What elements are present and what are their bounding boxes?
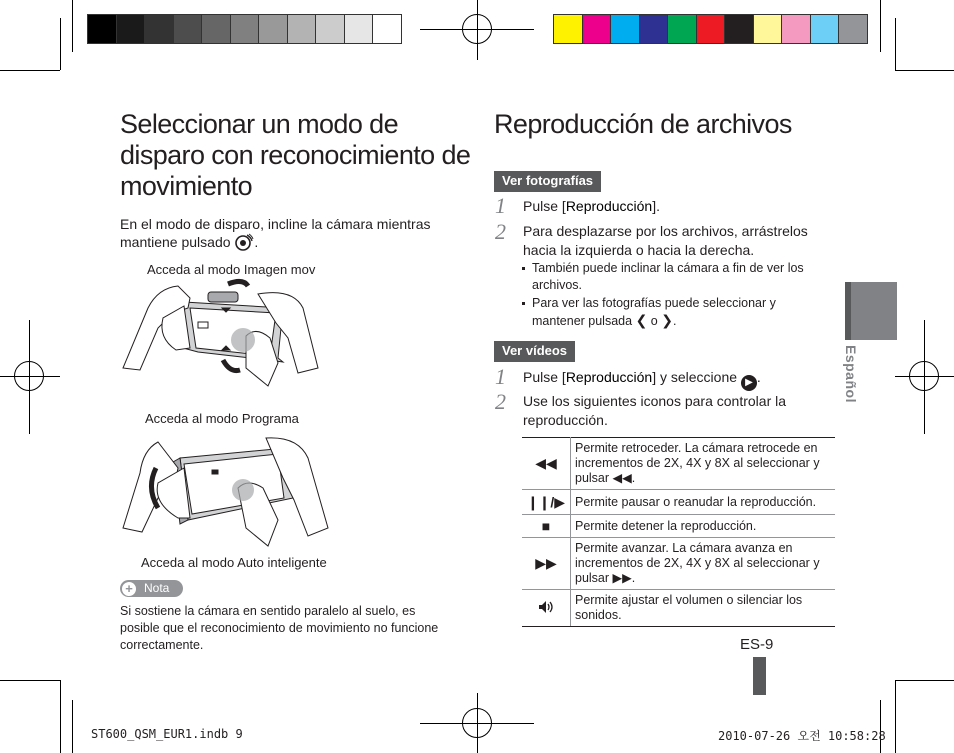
note-label: Nota xyxy=(144,581,170,595)
color-swatch xyxy=(230,14,260,44)
color-swatch xyxy=(781,14,811,44)
rewind-icon: ◀◀ xyxy=(522,438,571,490)
color-swatch xyxy=(838,14,868,44)
step-number: 1 xyxy=(495,193,506,218)
hands-rotating-camera-illustration xyxy=(118,428,338,556)
color-swatch xyxy=(344,14,374,44)
note-text: Si sostiene la cámara en sentido paralelo al suelo, es posible que el reconocimiento de movimiento no funcione correctamente. xyxy=(120,604,439,652)
photos-bullet-1: También puede inclinar la cámara a fin de ver los archivos. xyxy=(532,261,804,292)
plus-icon: + xyxy=(122,582,136,596)
step-number: 1 xyxy=(495,364,506,389)
footer-file: ST600_QSM_EUR1.indb 9 xyxy=(91,727,243,741)
fast-forward-icon: ▶▶ xyxy=(522,538,571,590)
table-row xyxy=(522,538,835,590)
color-swatch xyxy=(610,14,640,44)
color-swatch xyxy=(667,14,697,44)
videos-step-1: Pulse [Reproducción] y seleccione ▶ . xyxy=(523,368,761,391)
play-circle-icon: ▶ xyxy=(741,375,757,391)
color-swatch xyxy=(201,14,231,44)
caption-smart-auto-mode: Acceda al modo Auto inteligente xyxy=(141,555,327,570)
section-view-videos: Ver vídeos xyxy=(494,341,575,362)
stop-icon: ■ xyxy=(522,515,571,538)
control-description: Permite pausar o reanudar la reproducción. xyxy=(571,490,836,515)
table-row xyxy=(522,515,835,538)
playback-controls-table xyxy=(522,437,835,627)
language-tab xyxy=(845,282,897,340)
control-description: Permite avanzar. La cámara avanza en incrementos de 2X, 4X y 8X al seleccionar y pulsar ▶▶. xyxy=(571,538,836,590)
photos-step-1: Pulse [Reproducción]. xyxy=(523,198,660,214)
rewind-icon: ◀◀ xyxy=(612,471,632,485)
control-description: Permite ajustar el volumen o silenciar los sonidos. xyxy=(571,590,836,627)
photos-bullet-2: Para ver las fotografías puede seleccionar y mantener pulsada ❮ o ❯. xyxy=(532,296,776,328)
step-number: 2 xyxy=(495,389,506,414)
videos-step-2: Use los siguientes iconos para controlar la reproducción. xyxy=(523,393,787,428)
color-swatch xyxy=(810,14,840,44)
color-swatch xyxy=(258,14,288,44)
color-swatch xyxy=(553,14,583,44)
language-label: Español xyxy=(843,345,859,403)
color-swatch xyxy=(582,14,612,44)
color-swatch xyxy=(144,14,174,44)
control-description: Permite retroceder. La cámara retrocede en incrementos de 2X, 4X y 8X al seleccionar y pulsar ◀◀. xyxy=(571,438,836,490)
chevron-right-icon: ❯ xyxy=(661,312,673,328)
motion-recognition-icon xyxy=(234,233,254,251)
hands-tilting-camera-illustration xyxy=(118,278,333,408)
caption-program-mode: Acceda al modo Programa xyxy=(145,411,299,426)
intro-text: En el modo de disparo, incline la cámara mientras mantiene pulsado . xyxy=(120,216,431,250)
color-swatch xyxy=(173,14,203,44)
page-number: ES-9 xyxy=(740,636,774,653)
color-swatch xyxy=(87,14,117,44)
color-swatch xyxy=(116,14,146,44)
photos-step-2: Para desplazarse por los archivos, arrástrelos hacia la izquierda o hacia la derecha. xyxy=(523,223,808,258)
left-title: Seleccionar un modo de disparo con reconocimiento de movimiento xyxy=(120,109,471,201)
note-badge xyxy=(120,580,183,597)
color-swatch xyxy=(287,14,317,44)
color-swatch xyxy=(753,14,783,44)
table-row xyxy=(522,590,835,627)
table-row xyxy=(522,438,835,490)
color-swatch xyxy=(315,14,345,44)
fast-forward-icon: ▶▶ xyxy=(612,571,632,585)
color-swatch xyxy=(724,14,754,44)
caption-movie-mode: Acceda al modo Imagen mov xyxy=(147,262,316,277)
chevron-left-icon: ❮ xyxy=(635,312,648,328)
right-title: Reproducción de archivos xyxy=(494,109,792,139)
color-swatch xyxy=(696,14,726,44)
section-view-photos: Ver fotografías xyxy=(494,171,601,192)
language-tab-edge xyxy=(845,282,851,340)
pause-play-icon: ❙❙/▶ xyxy=(522,490,571,515)
color-swatch xyxy=(372,14,402,44)
page-tab xyxy=(753,657,766,695)
step-number: 2 xyxy=(495,219,506,244)
control-description: Permite detener la reproducción. xyxy=(571,515,836,538)
table-row xyxy=(522,490,835,515)
volume-icon xyxy=(522,590,571,627)
color-swatch xyxy=(639,14,669,44)
footer-date: 2010-07-26 오전 10:58:28 xyxy=(718,729,886,743)
